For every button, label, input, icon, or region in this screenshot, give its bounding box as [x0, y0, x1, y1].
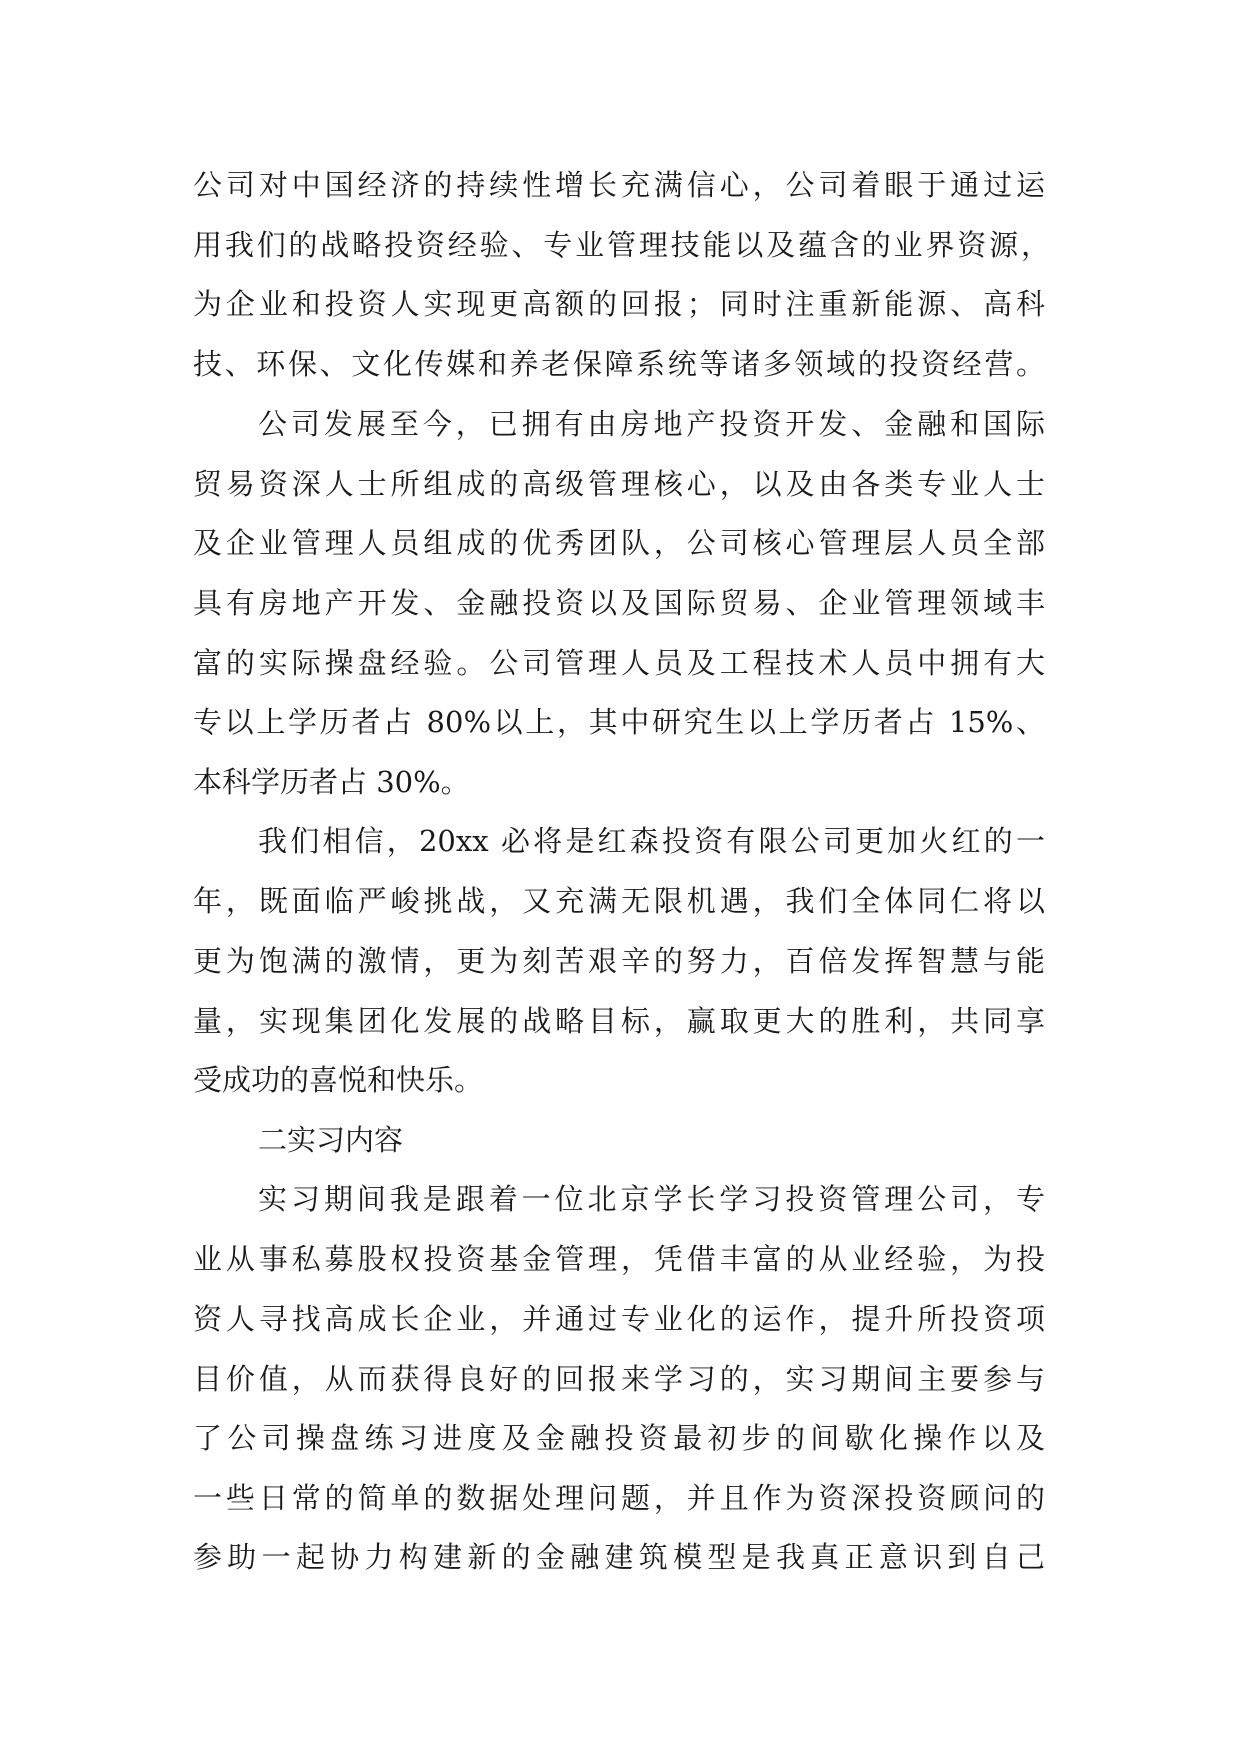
paragraph-1-line-4: 技、环保、文化传媒和养老保障系统等诸多领域的投资经营。 [193, 347, 1045, 381]
paragraph-3-line-3: 更为饱满的激情，更为刻苦艰辛的努力，百倍发挥智慧与能 [193, 944, 1045, 978]
paragraph-2-line-3: 及企业管理人员组成的优秀团队，公司核心管理层人员全部 [193, 526, 1045, 560]
paragraph-2-line-4: 具有房地产开发、金融投资以及国际贸易、企业管理领域丰 [193, 586, 1045, 620]
paragraph-1-line-3: 为企业和投资人实现更高额的回报；同时注重新能源、高科 [193, 287, 1045, 321]
paragraph-5-line-3: 资人寻找高成长企业，并通过专业化的运作，提升所投资项 [193, 1302, 1045, 1336]
paragraph-5-line-1: 实习期间我是跟着一位北京学长学习投资管理公司，专 [258, 1182, 1045, 1216]
paragraph-2-line-2: 贸易资深人士所组成的高级管理核心，以及由各类专业人士 [193, 467, 1045, 501]
paragraph-2-line-7: 本科学历者占 30%。 [193, 765, 470, 799]
paragraph-5-line-4: 目价值，从而获得良好的回报来学习的，实习期间主要参与 [193, 1362, 1045, 1396]
paragraph-5-line-6: 一些日常的简单的数据处理问题，并且作为资深投资顾问的 [193, 1481, 1045, 1515]
paragraph-1-line-2: 用我们的战略投资经验、专业管理技能以及蕴含的业界资源， [193, 228, 1050, 262]
paragraph-2-line-5: 富的实际操盘经验。公司管理人员及工程技术人员中拥有大 [193, 646, 1045, 680]
paragraph-3-line-4: 量，实现集团化发展的战略目标，赢取更大的胜利，共同享 [193, 1004, 1045, 1038]
paragraph-3-line-1: 我们相信，20xx 必将是红森投资有限公司更加火红的一 [258, 824, 1045, 858]
paragraph-3-line-5: 受成功的喜悦和快乐。 [193, 1063, 484, 1097]
paragraph-3-line-2: 年，既面临严峻挑战，又充满无限机遇，我们全体同仁将以 [193, 884, 1045, 918]
section-heading: 二实习内容 [258, 1123, 404, 1157]
paragraph-2-line-6: 专以上学历者占 80%以上，其中研究生以上学历者占 15%、 [193, 705, 1045, 739]
paragraph-5-line-2: 业从事私募股权投资基金管理，凭借丰富的从业经验，为投 [193, 1242, 1045, 1276]
paragraph-1-line-1: 公司对中国经济的持续性增长充满信心，公司着眼于通过运 [193, 168, 1045, 202]
paragraph-5-line-7: 参助一起协力构建新的金融建筑模型是我真正意识到自己 [193, 1540, 1045, 1574]
paragraph-2-line-1: 公司发展至今，已拥有由房地产投资开发、金融和国际 [258, 407, 1045, 441]
paragraph-5-line-5: 了公司操盘练习进度及金融投资最初步的间歇化操作以及 [193, 1421, 1045, 1455]
